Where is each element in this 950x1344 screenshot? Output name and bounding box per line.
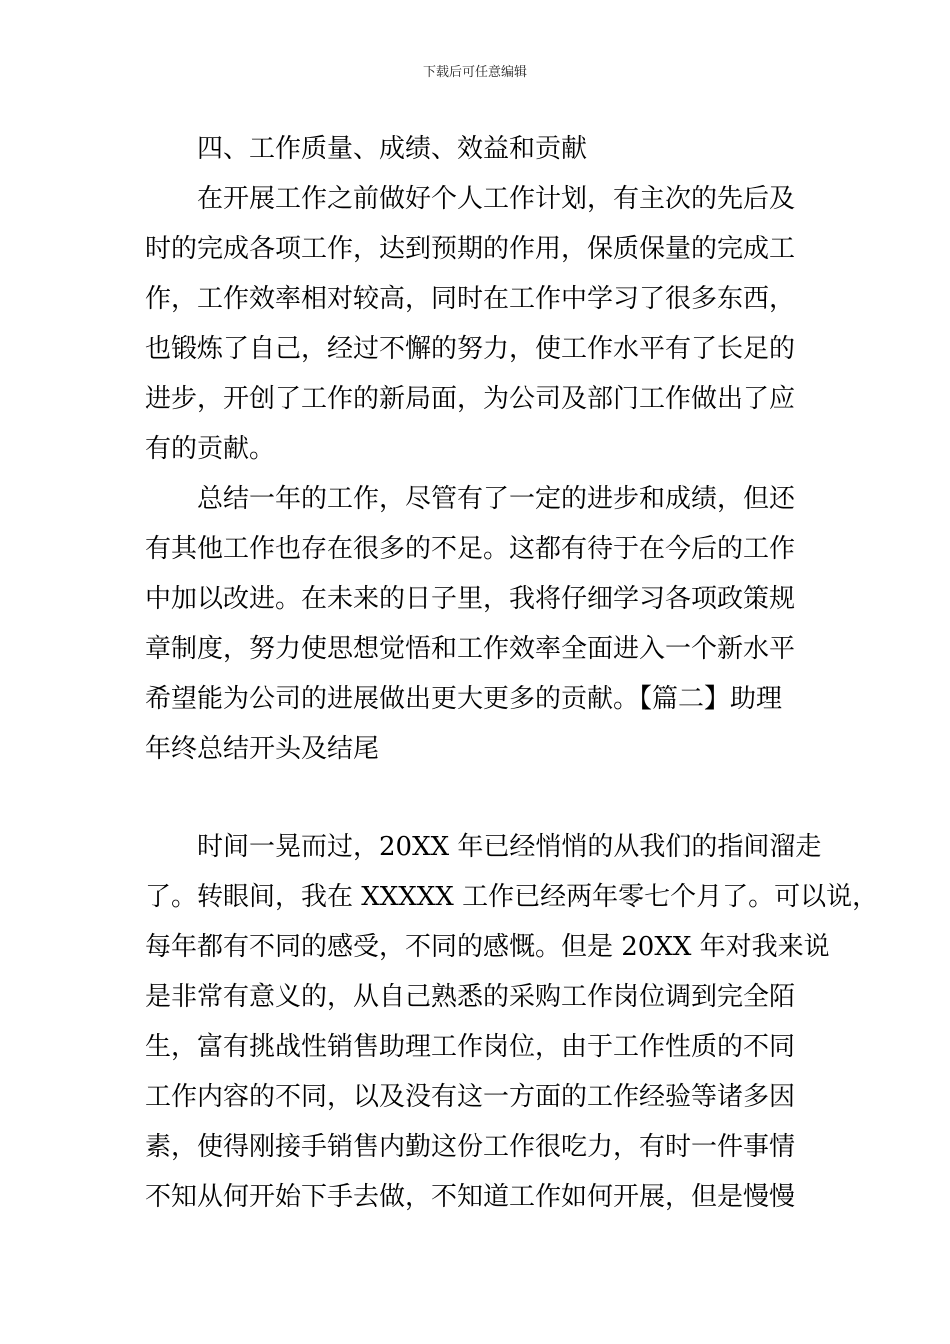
paragraph-line: 章制度，努力使思想觉悟和工作效率全面进入一个新水平 [145, 634, 796, 664]
paragraph-line: 是非常有意义的，从自己熟悉的采购工作岗位调到完全陌 [145, 982, 796, 1012]
section-title-line: 年终总结开头及结尾 [145, 734, 380, 764]
paragraph-line: 中加以改进。在未来的日子里，我将仔细学习各项政策规 [145, 584, 796, 614]
paragraph-line: 作，工作效率相对较高，同时在工作中学习了很多东西， [145, 284, 796, 314]
paragraph-line: 工作内容的不同，以及没有这一方面的工作经验等诸多因 [145, 1082, 796, 1112]
paragraph-line: 进步，开创了工作的新局面，为公司及部门工作做出了应 [145, 384, 796, 414]
paragraph-line: 生，富有挑战性销售助理工作岗位，由于工作性质的不同 [145, 1032, 796, 1062]
paragraph-line: 素，使得刚接手销售内勤这份工作很吃力，有时一件事情 [145, 1132, 796, 1162]
page-header-note: 下载后可任意编辑 [422, 65, 527, 80]
paragraph-line: 也锻炼了自己，经过不懈的努力，使工作水平有了长足的 [145, 334, 796, 364]
paragraph-line: 在开展工作之前做好个人工作计划，有主次的先后及 [197, 184, 796, 214]
paragraph-line: 不知从何开始下手去做，不知道工作如何开展，但是慢慢 [145, 1182, 796, 1212]
paragraph-line: 有其他工作也存在很多的不足。这都有待于在今后的工作 [145, 534, 796, 564]
paragraph-line: 有的贡献。 [145, 434, 276, 464]
paragraph-line: 希望能为公司的进展做出更大更多的贡献。【篇二】助理 [145, 684, 783, 714]
paragraph-line: 时的完成各项工作，达到预期的作用，保质保量的完成工 [145, 234, 796, 264]
paragraph-line: 了。转眼间，我在 XXXXX 工作已经两年零七个月了。可以说， [145, 882, 879, 912]
section-heading: 四、工作质量、成绩、效益和贡献 [197, 134, 588, 164]
paragraph-line: 时间一晃而过，20XX 年已经悄悄的从我们的指间溜走 [197, 832, 822, 862]
paragraph-line: 总结一年的工作，尽管有了一定的进步和成绩，但还 [197, 484, 796, 514]
paragraph-line: 每年都有不同的感受，不同的感慨。但是 20XX 年对我来说 [145, 932, 830, 962]
